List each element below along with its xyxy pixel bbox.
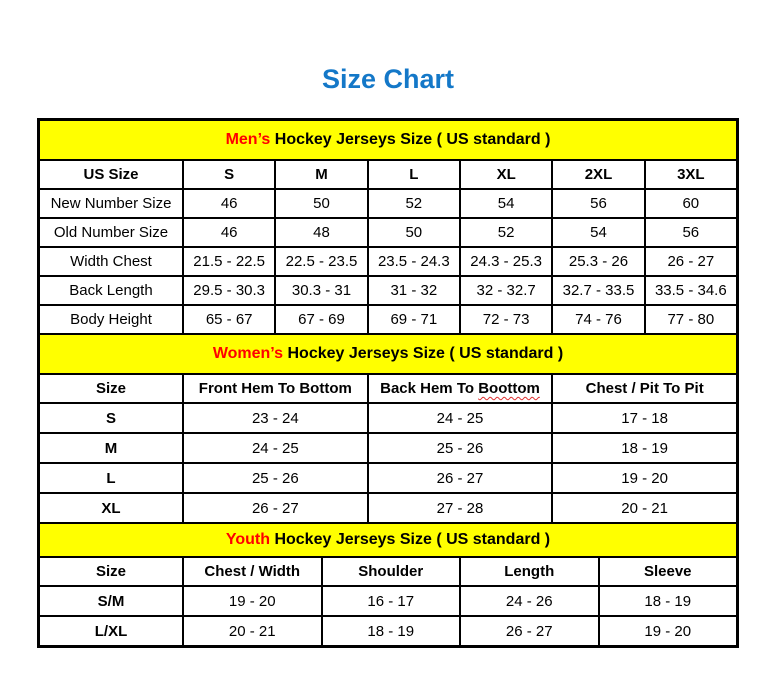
mens-col-3xl: 3XL [645, 160, 737, 189]
value-cell: 19 - 20 [183, 586, 322, 616]
table-row [39, 403, 737, 433]
table-row [39, 616, 737, 646]
value-cell: 52 [368, 189, 460, 218]
mens-col-l: L [368, 160, 460, 189]
womens-col-chest-pit: Chest / Pit To Pit [552, 374, 737, 403]
row-label-body-height: Body Height [39, 305, 183, 334]
row-label-new-number-size: New Number Size [39, 189, 183, 218]
row-label-l: L [39, 463, 183, 493]
value-cell: 69 - 71 [368, 305, 460, 334]
value-cell: 26 - 27 [645, 247, 737, 276]
womens-section-banner [39, 334, 737, 374]
value-cell: 25 - 26 [368, 433, 553, 463]
value-cell: 19 - 20 [599, 616, 738, 646]
mens-col-m: M [275, 160, 367, 189]
row-label-lxl: L/XL [39, 616, 183, 646]
mens-col-us-size: US Size [39, 160, 183, 189]
value-cell: 24 - 25 [368, 403, 553, 433]
table-row [39, 493, 737, 523]
value-cell: 19 - 20 [552, 463, 737, 493]
size-chart-container [37, 118, 739, 648]
table-row [39, 120, 737, 160]
value-cell: 65 - 67 [183, 305, 275, 334]
womens-col-back-hem: Back Hem To Boottom [368, 374, 553, 403]
value-cell: 60 [645, 189, 737, 218]
mens-banner-highlight: Men’s [225, 131, 271, 148]
table-row [39, 276, 737, 305]
table-row [39, 160, 737, 189]
value-cell: 24 - 25 [183, 433, 368, 463]
youth-col-length: Length [460, 557, 599, 586]
value-cell: 50 [368, 218, 460, 247]
table-row [39, 463, 737, 493]
mens-col-xl: XL [460, 160, 552, 189]
womens-col-front-hem: Front Hem To Bottom [183, 374, 368, 403]
youth-size-table [38, 522, 738, 647]
table-row [39, 586, 737, 616]
value-cell: 21.5 - 22.5 [183, 247, 275, 276]
value-cell: 25 - 26 [183, 463, 368, 493]
page-title: Size Chart [321, 64, 455, 94]
value-cell: 17 - 18 [552, 403, 737, 433]
mens-col-2xl: 2XL [552, 160, 644, 189]
value-cell: 26 - 27 [460, 616, 599, 646]
value-cell: 29.5 - 30.3 [183, 276, 275, 305]
mens-section-banner [39, 120, 737, 160]
womens-size-table [38, 333, 738, 524]
value-cell: 18 - 19 [322, 616, 461, 646]
value-cell: 30.3 - 31 [275, 276, 367, 305]
value-cell: 23.5 - 24.3 [368, 247, 460, 276]
row-label-old-number-size: Old Number Size [39, 218, 183, 247]
table-row [39, 433, 737, 463]
value-cell: 26 - 27 [183, 493, 368, 523]
mens-size-table [38, 119, 738, 335]
mens-col-s: S [183, 160, 275, 189]
value-cell: 18 - 19 [599, 586, 738, 616]
womens-banner-text: Hockey Jerseys Size ( US standard ) [283, 345, 564, 362]
value-cell: 72 - 73 [460, 305, 552, 334]
table-row [39, 189, 737, 218]
value-cell: 56 [552, 189, 644, 218]
row-label-xl: XL [39, 493, 183, 523]
mens-banner-text: Hockey Jerseys Size ( US standard ) [270, 131, 551, 148]
value-cell: 32 - 32.7 [460, 276, 552, 305]
youth-banner-text: Hockey Jerseys Size ( US standard ) [270, 531, 551, 548]
table-row [39, 557, 737, 586]
row-label-m: M [39, 433, 183, 463]
value-cell: 26 - 27 [368, 463, 553, 493]
womens-col-size: Size [39, 374, 183, 403]
value-cell: 27 - 28 [368, 493, 553, 523]
table-row [39, 374, 737, 403]
table-row [39, 305, 737, 334]
row-label-width-chest: Width Chest [39, 247, 183, 276]
table-row [39, 247, 737, 276]
value-cell: 25.3 - 26 [552, 247, 644, 276]
youth-col-size: Size [39, 557, 183, 586]
value-cell: 31 - 32 [368, 276, 460, 305]
youth-col-chest-width: Chest / Width [183, 557, 322, 586]
value-cell: 52 [460, 218, 552, 247]
value-cell: 74 - 76 [552, 305, 644, 334]
youth-banner-highlight: Youth [225, 531, 270, 548]
value-cell: 46 [183, 189, 275, 218]
value-cell: 56 [645, 218, 737, 247]
row-label-back-length: Back Length [39, 276, 183, 305]
table-row [39, 218, 737, 247]
youth-section-banner [39, 523, 737, 557]
value-cell: 23 - 24 [183, 403, 368, 433]
value-cell: 32.7 - 33.5 [552, 276, 644, 305]
value-cell: 77 - 80 [645, 305, 737, 334]
value-cell: 20 - 21 [183, 616, 322, 646]
youth-col-sleeve: Sleeve [599, 557, 738, 586]
table-row [39, 523, 737, 557]
value-cell: 24 - 26 [460, 586, 599, 616]
row-label-s: S [39, 403, 183, 433]
table-row [39, 334, 737, 374]
value-cell: 18 - 19 [552, 433, 737, 463]
value-cell: 20 - 21 [552, 493, 737, 523]
value-cell: 46 [183, 218, 275, 247]
youth-col-shoulder: Shoulder [322, 557, 461, 586]
womens-banner-highlight: Women’s [212, 345, 284, 362]
value-cell: 22.5 - 23.5 [275, 247, 367, 276]
value-cell: 54 [552, 218, 644, 247]
value-cell: 48 [275, 218, 367, 247]
value-cell: 16 - 17 [322, 586, 461, 616]
value-cell: 50 [275, 189, 367, 218]
row-label-sm: S/M [39, 586, 183, 616]
value-cell: 33.5 - 34.6 [645, 276, 737, 305]
value-cell: 54 [460, 189, 552, 218]
value-cell: 67 - 69 [275, 305, 367, 334]
value-cell: 24.3 - 25.3 [460, 247, 552, 276]
